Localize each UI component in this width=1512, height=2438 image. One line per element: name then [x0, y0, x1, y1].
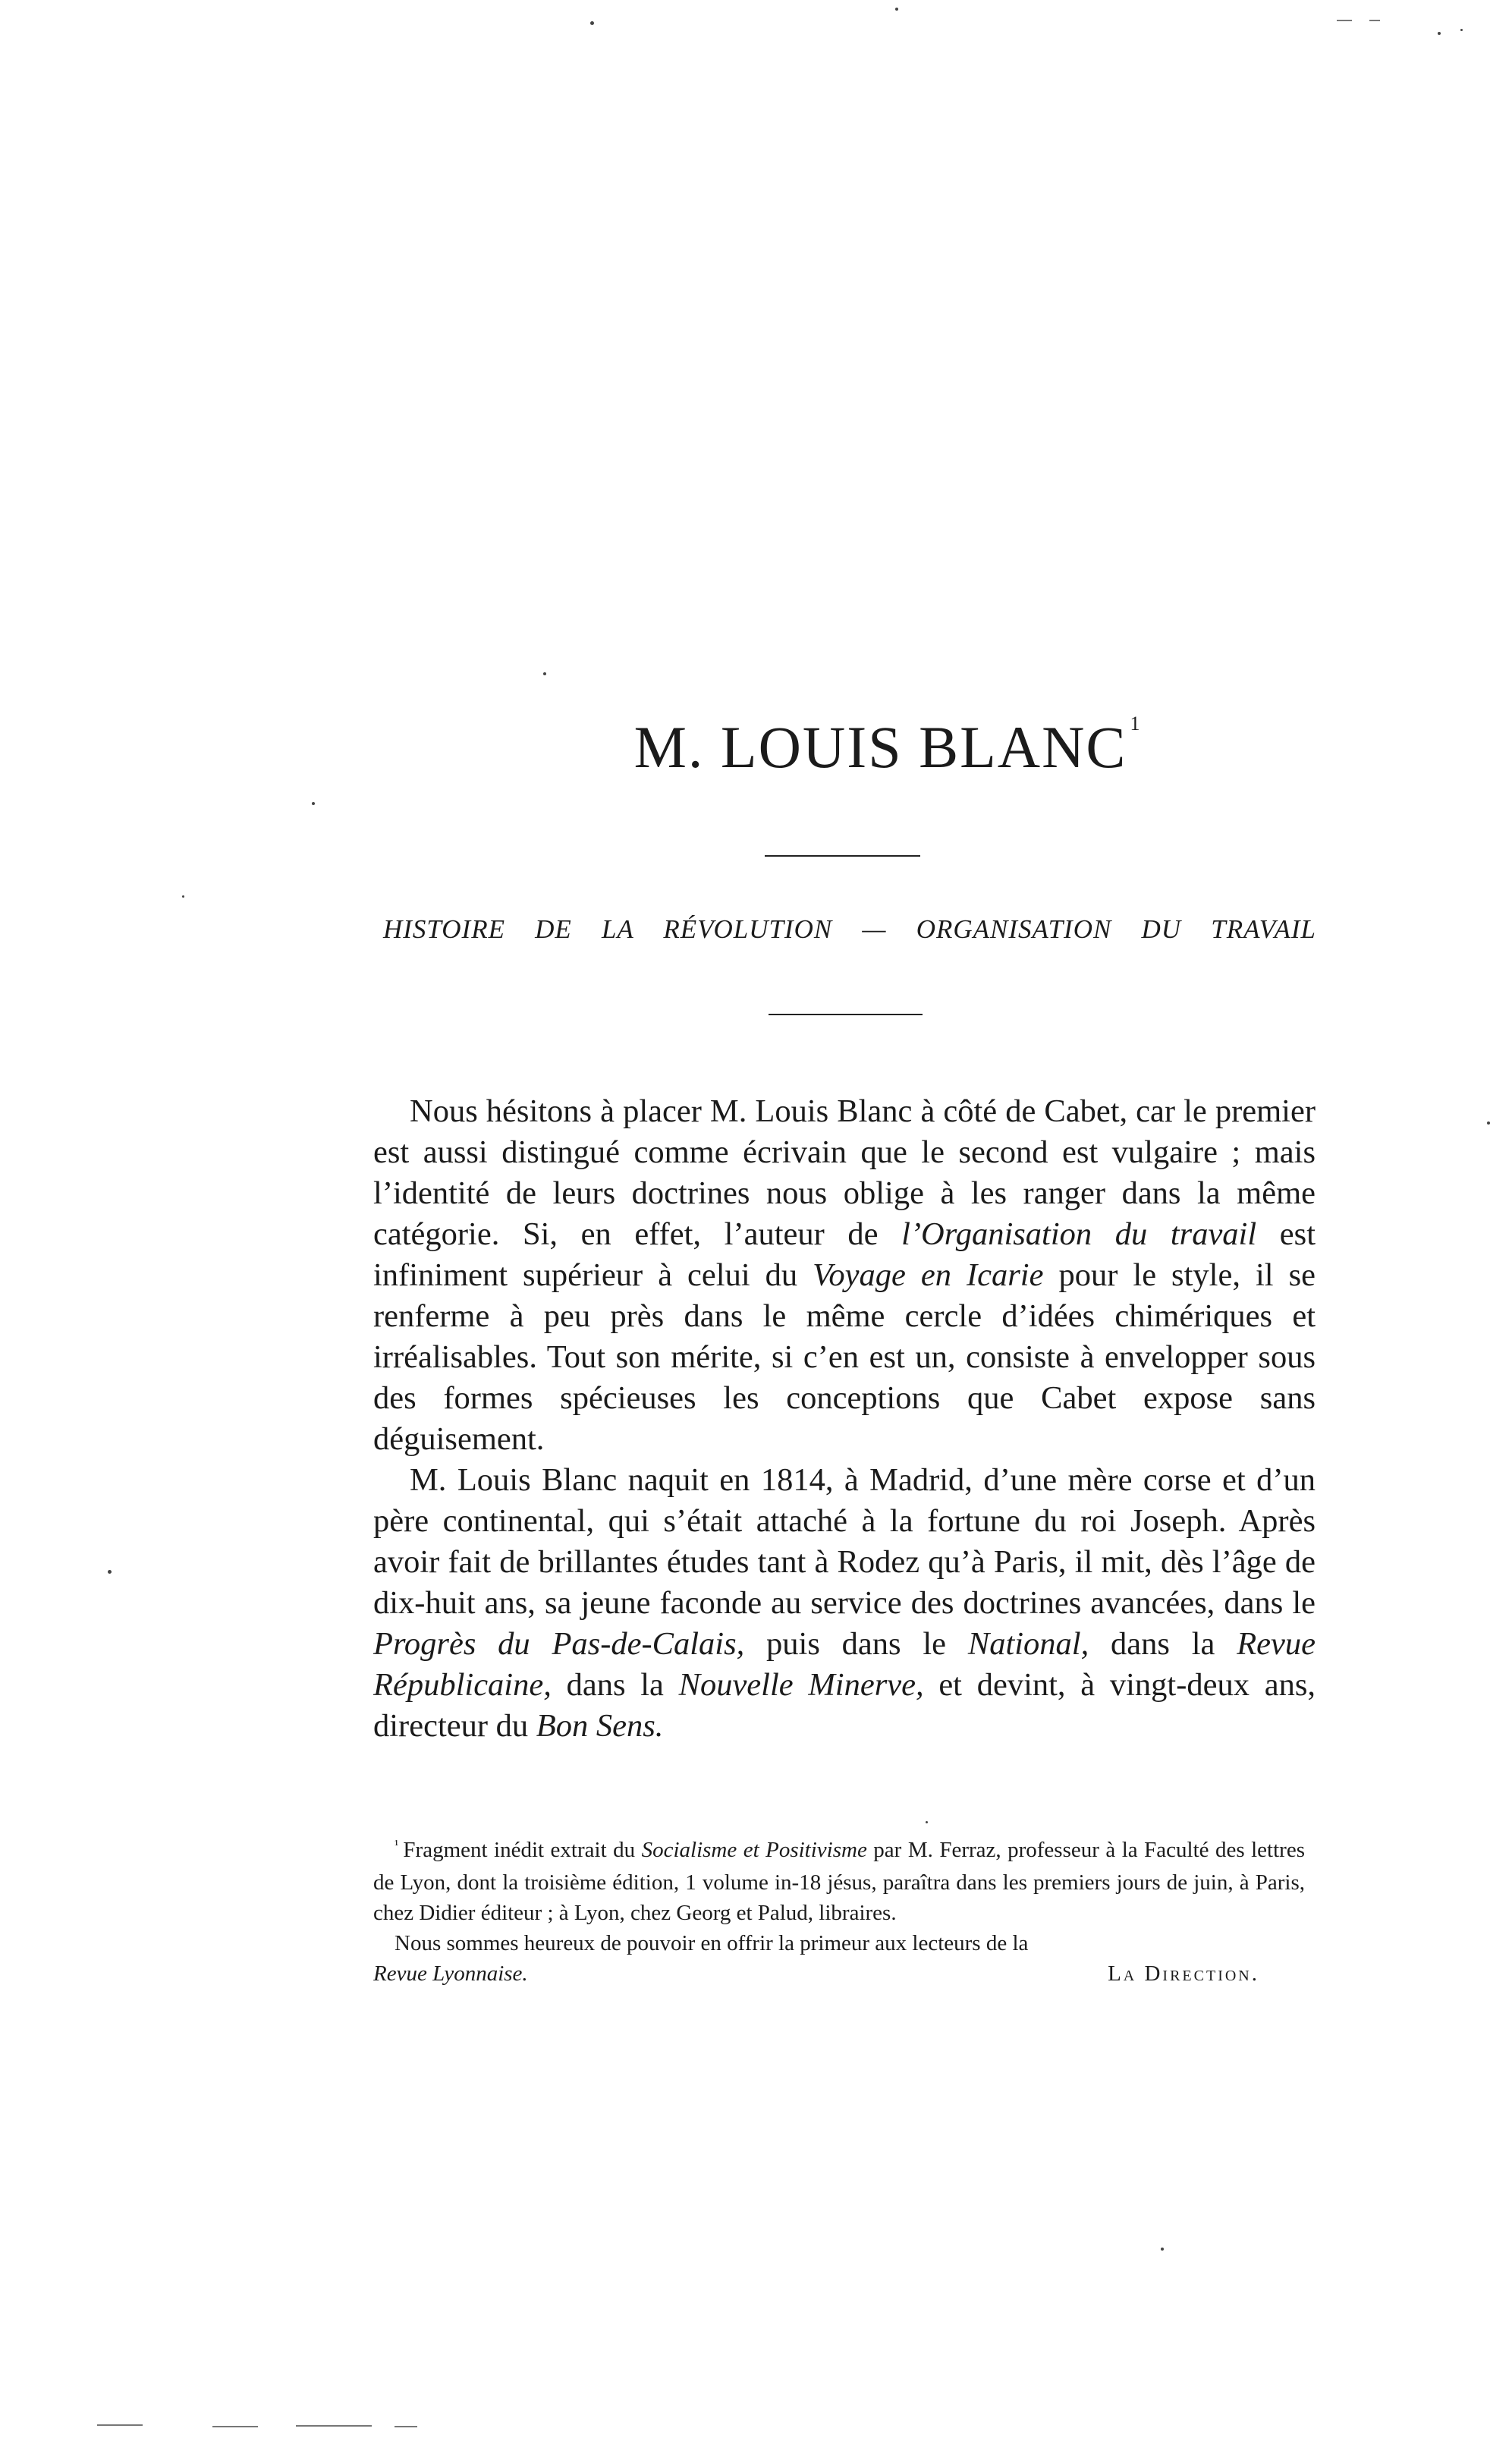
article-title	[0, 713, 1512, 782]
scan-mark	[1369, 20, 1380, 21]
body-p2-italic-2: National,	[967, 1626, 1089, 1662]
footnote-p1-text-2: par M. Ferraz, professeur à la Faculté des lettres de Lyon, dont la troisième édition, 1 volume in-18 jésus, paraîtra dans les premiers jours de juin, à Paris, chez Didier éditeur ; à Lyon, chez Georg et Palud, libraires.	[373, 1838, 1305, 1925]
title-rule	[765, 855, 920, 857]
body-p2-italic-3: Revue Républicaine,	[373, 1626, 1316, 1703]
body-p1-text-1: Nous hésitons à placer M. Louis Blanc à côté de Cabet, car le premier est aussi distingué comme écrivain que le second est vulgaire ; mais l’identité de leurs doctrines nous oblige à les ranger dans la même catégorie. Si, en effet, l’auteur de	[373, 1093, 1316, 1252]
article-body	[373, 1091, 1316, 1747]
body-p2-text-3: dans la	[1089, 1626, 1237, 1662]
article-subtitle: HISTOIRE DE LA RÉVOLUTION — ORGANISATION DU TRAVAIL	[383, 914, 1316, 944]
scan-speck	[926, 1821, 928, 1823]
scan-speck	[895, 8, 898, 11]
scan-speck	[108, 1570, 112, 1574]
body-paragraph-2	[373, 1460, 1316, 1747]
scan-mark	[296, 2425, 372, 2427]
body-p1-text-3: pour le style, il se renferme à peu près dans le même cercle d’idées chimériques et irréalisables. Tout son mérite, si c’en est un, consiste à envelopper sous des formes spécieuses les conceptions que Cabet expose sans déguisement.	[373, 1257, 1316, 1457]
body-p1-italic-2: Voyage en Icarie	[813, 1257, 1044, 1293]
footnote-p2-text-1: Nous sommes heureux de pouvoir en offrir la primeur aux lecteurs de la	[395, 1931, 1029, 1955]
footnote-signature: La Direction.	[1108, 1961, 1259, 1986]
footnote-signoff	[373, 1958, 1305, 1989]
body-p2-italic-5: Bon Sens.	[536, 1708, 664, 1744]
scan-speck	[543, 672, 546, 675]
subtitle-rule	[769, 1014, 923, 1015]
scan-speck	[1438, 32, 1441, 35]
scan-mark	[1337, 20, 1352, 21]
body-p1-text-2: est infiniment supérieur à celui du	[373, 1216, 1316, 1293]
body-paragraph-1	[373, 1091, 1316, 1460]
footnote-paragraph-1	[373, 1835, 1305, 1928]
footnote	[373, 1835, 1305, 1989]
scan-speck	[312, 802, 315, 805]
scan-mark	[212, 2426, 258, 2427]
scan-speck	[1460, 29, 1463, 31]
footnote-mark: ¹	[395, 1837, 399, 1852]
article-title-text: M. LOUIS BLANC	[633, 714, 1127, 780]
body-p2-text-4: dans la	[551, 1667, 679, 1703]
scan-mark	[395, 2426, 417, 2427]
body-p2-text-1: M. Louis Blanc naquit en 1814, à Madrid, d’une mère corse et d’un père continental, qui s’était attaché à la fortune du roi Joseph. Après avoir fait de brillantes études tant à Rodez qu’à Paris, il mit, dès l’âge de dix-huit ans, sa jeune faconde au service des doctrines avancées, dans le	[373, 1462, 1316, 1621]
scan-speck	[1487, 1121, 1490, 1125]
scan-speck	[182, 895, 184, 898]
scan-speck	[1161, 2248, 1164, 2251]
scan-mark	[97, 2424, 143, 2426]
footnote-p1-text-1: Fragment inédit extrait du	[403, 1838, 642, 1862]
footnote-reference: 1	[1130, 713, 1142, 735]
footnote-p2-italic-1: Revue Lyonnaise.	[373, 1961, 528, 1986]
body-p2-text-5: et devint, à vingt-deux ans, directeur du	[373, 1667, 1316, 1744]
body-p1-italic-1: l’Organisation du travail	[901, 1216, 1257, 1252]
footnote-p1-italic-1: Socialisme et Positivisme	[641, 1838, 867, 1862]
footnote-paragraph-2	[373, 1928, 1305, 1958]
body-p2-italic-4: Nouvelle Minerve,	[678, 1667, 924, 1703]
body-p2-italic-1: Progrès du Pas-de-Calais,	[373, 1626, 745, 1662]
scan-speck	[590, 21, 594, 25]
body-p2-text-2: puis dans le	[744, 1626, 968, 1662]
